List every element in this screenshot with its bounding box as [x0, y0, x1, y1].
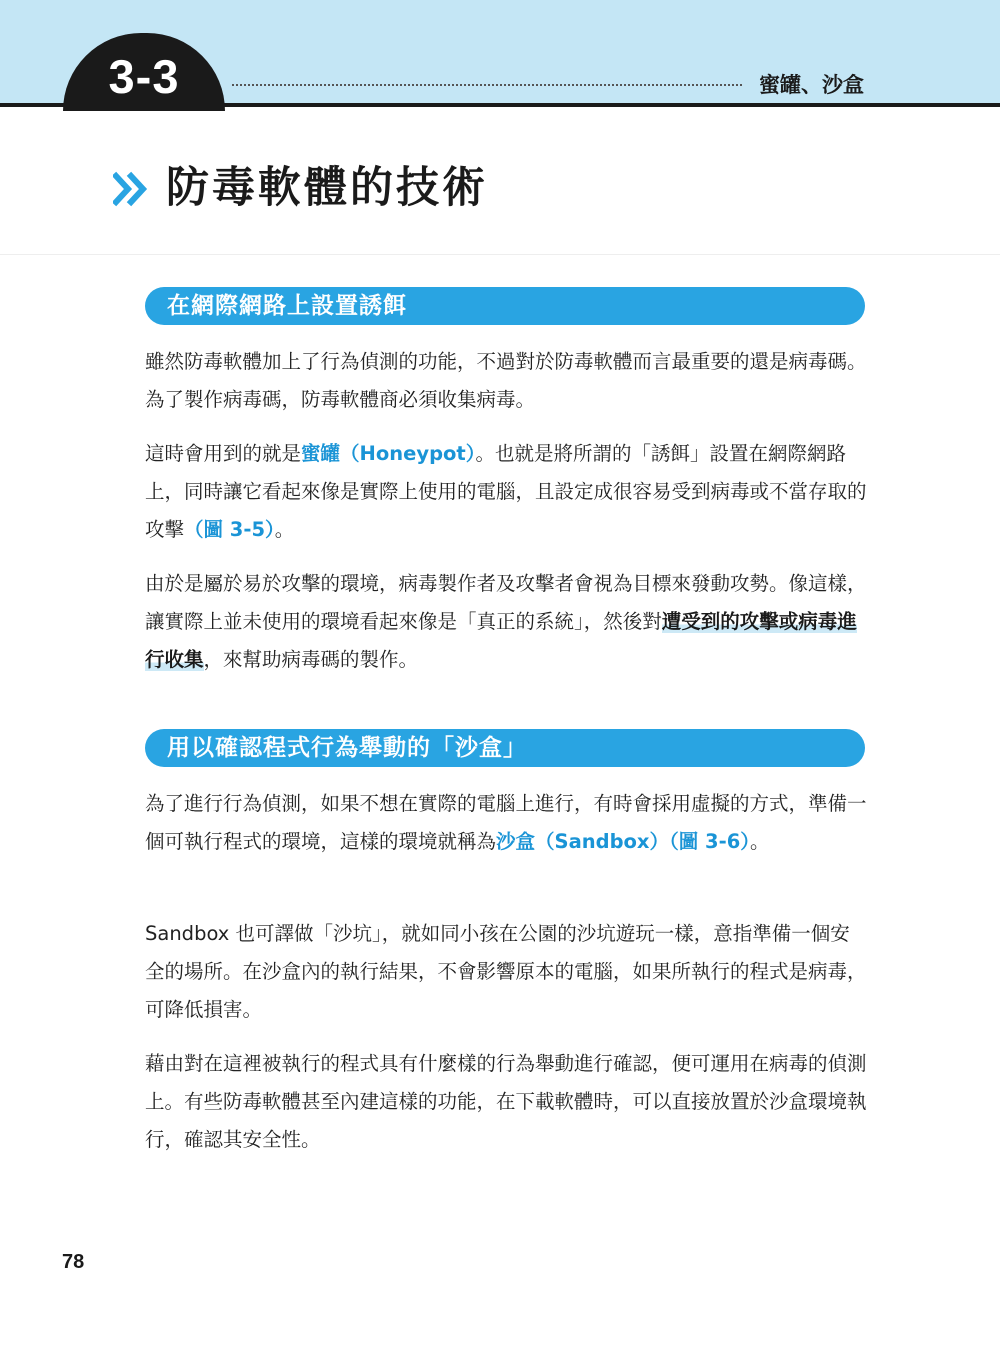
- figure-reference: （圖 3-6）: [669, 830, 751, 853]
- title-divider: [0, 254, 1000, 255]
- keyword-term-english: （Sandbox）: [535, 830, 670, 853]
- paragraph: [145, 435, 867, 549]
- page-number: 78: [62, 1251, 85, 1273]
- paragraph: [145, 785, 867, 861]
- paragraph-text: 藉由對在這裡被執行的程式具有什麼樣的行為舉動進行確認，便可運用在病毒的偵測上。有些防毒軟體甚至內建這樣的功能，在下載軟體時，可以直接放置於沙盒環境執行，確認其安全性。: [145, 1052, 867, 1151]
- paragraph-text: 這時會用到的就是: [145, 442, 302, 465]
- paragraph-text: Sandbox 也可譯做「沙坑」，就如同小孩在公園的沙坑遊玩一樣，意指準備一個安全的場所。在沙盒內的執行結果，不會影響原本的電腦，如果所執行的程式是病毒，可降低損害。: [145, 922, 867, 1021]
- paragraph: [145, 343, 867, 419]
- paragraph-text: ，來幫助病毒碼的製作。: [203, 648, 419, 671]
- paragraph-text: 。也就是將所謂的「誘餌」設置在網際網路上，同時讓它看起來像是實際上使用的電腦，且設定成很容易受到病毒或不當存取的攻擊: [145, 442, 867, 541]
- paragraph-text: 。: [750, 830, 770, 853]
- page-title: 防毒軟體的技術: [166, 163, 488, 213]
- header-dotted-leader: [232, 84, 742, 86]
- header-topic: 蜜罐、沙盒: [759, 73, 864, 97]
- paragraph: [145, 915, 867, 1029]
- double-chevron-right-icon: [113, 171, 149, 207]
- figure-reference: （圖 3-5）: [184, 518, 275, 541]
- keyword-term-english: （Honeypot）: [340, 442, 476, 465]
- section-heading-label: 用以確認程式行為舉動的「沙盒」: [167, 735, 527, 761]
- section-number: 3-3: [108, 50, 180, 103]
- paragraph: [145, 1045, 867, 1159]
- paragraph-text: 雖然防毒軟體加上了行為偵測的功能，不過對於防毒軟體而言最重要的還是病毒碼。為了製作病毒碼，防毒軟體商必須收集病毒。: [145, 350, 867, 411]
- paragraph-text: 為了進行行為偵測，如果不想在實際的電腦上進行，有時會採用虛擬的方式，準備一個可執行程式的環境，這樣的環境就稱為: [145, 792, 867, 853]
- paragraph: [145, 565, 867, 679]
- keyword-term: 蜜罐: [301, 442, 341, 465]
- keyword-term: 沙盒: [496, 830, 536, 853]
- paragraph-text: 由於是屬於易於攻擊的環境，病毒製作者及攻擊者會視為目標來發動攻勢。像這樣，讓實際上並未使用的環境看起來像是「真正的系統」，然後對: [145, 572, 867, 633]
- section-heading-sandbox: [145, 729, 865, 767]
- section-heading-label: 在網際網路上設置誘餌: [167, 293, 407, 319]
- paragraph-text: 。: [274, 518, 295, 541]
- highlighted-text: 遭受到的攻擊或病毒進行收集: [145, 610, 857, 671]
- section-heading-honeypot: [145, 287, 865, 325]
